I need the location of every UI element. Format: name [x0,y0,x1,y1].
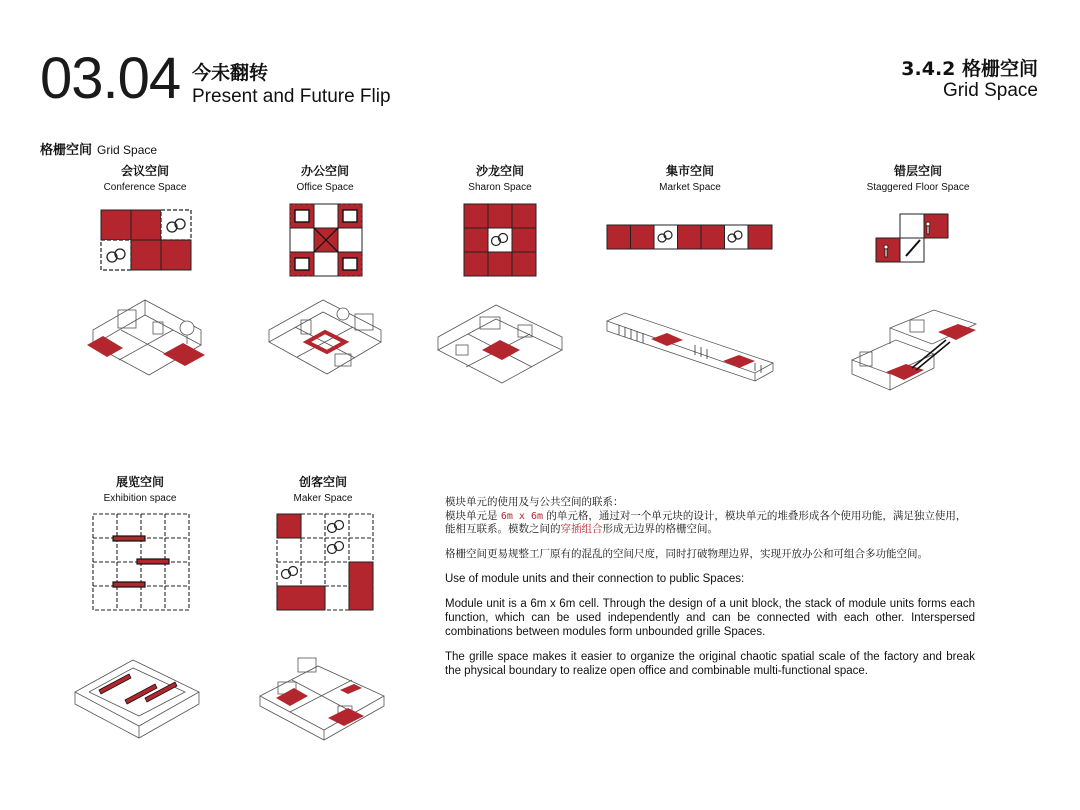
grid-space-heading-en: Grid Space [97,143,158,157]
section-title-en: Grid Space [942,80,1038,101]
chapter-number: 03.04 [40,46,181,111]
maker-axo-diagram [258,656,386,742]
sharon-plan-diagram [464,204,536,276]
section-title-zh: 3.4.2 格栅空间 [901,58,1038,80]
description-en-heading: Use of module units and their connection to public Spaces: [445,573,745,585]
conference-axo-diagram [83,300,213,385]
description-en-2: The grille space makes it easier to organize the original chaotic spatial scale of the factory and break the physical boundary to realize open office and combinable multi-functional space. [445,651,975,677]
maker-plan-diagram [277,514,373,610]
description-block [445,496,975,689]
conference-plan-diagram [101,210,193,272]
description-zh-2: 格栅空间更易规整工厂原有的混乱的空间尺度，同时打破物理边界，实现开放办公和可组合多功能空间。 [445,547,928,560]
maker-label-en: Maker Space [293,493,353,504]
sharon-label-zh: 沙龙空间 [475,164,524,178]
description-zh-1 [445,496,975,537]
market-label-zh: 集市空间 [665,164,714,178]
grid-space-heading-zh: 格栅空间 [40,143,93,158]
exhibition-label [60,474,220,506]
exhibition-axo-diagram [73,648,201,740]
sharon-axo-diagram [436,305,566,390]
exhibition-label-zh: 展览空间 [115,475,164,489]
office-axo-diagram [265,300,387,388]
office-plan-diagram [290,204,362,276]
conference-label-zh: 会议空间 [120,164,169,178]
sharon-label-en: Sharon Space [468,182,532,193]
market-plan-diagram [607,225,773,251]
maker-label [243,474,403,506]
staggered-label-zh: 错层空间 [893,164,942,178]
description-zh-text-a: 模块单元是 [445,509,498,522]
staggered-label-en: Staggered Floor Space [866,182,970,193]
office-label-en: Office Space [296,182,354,193]
tree-icon [337,308,349,320]
grid-space-heading [40,139,157,158]
tree-icon [180,321,194,335]
staggered-axo-diagram [850,310,978,392]
market-axo-diagram [605,313,775,381]
office-label-zh: 办公空间 [300,164,349,178]
chapter-title-en: Present and Future Flip [192,86,391,107]
description-zh-text-b: 的单元格，通过对一个单元块的设计，模块单元的堆叠形成各个使用功能，满足独立使用，能相互联系。模数之间的 [445,509,967,535]
staggered-plan-diagram [876,212,950,264]
conference-label-en: Conference Space [103,182,187,193]
market-label-en: Market Space [659,182,721,193]
sharon-label [420,163,580,195]
chapter-title-zh: 今未翻转 [192,62,269,84]
description-zh-heading: 模块单元的使用及与公共空间的联系： [445,496,624,508]
description-zh-text-c: 形成无边界的格栅空间。 [602,523,718,535]
exhibition-label-en: Exhibition space [103,493,177,504]
description-en-1: Module unit is a 6m x 6m cell. Through the design of a unit block, the stack of module units forms each function, which can be used independently and can be connected with each other. Interspersed combinations between modules form unbounded grille Spaces. [445,598,975,638]
exhibition-plan-diagram [93,514,189,610]
conference-label [65,163,225,195]
office-label [245,163,405,195]
staggered-label [838,163,998,195]
maker-label-zh: 创客空间 [298,475,347,489]
display-wall-icon [113,536,169,587]
description-zh-highlight: 穿插组合 [560,523,603,535]
market-label [610,163,770,195]
module-size: 6m x 6m [500,510,543,522]
